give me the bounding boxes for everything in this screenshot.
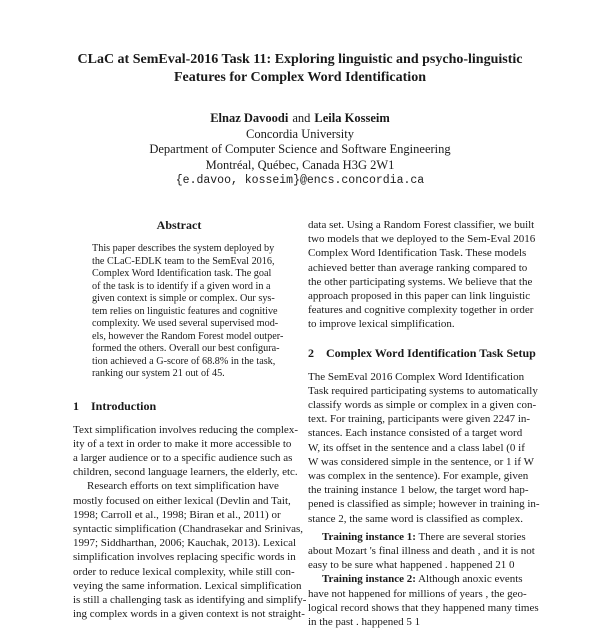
body-line: logical record shows that they happened many times bbox=[308, 601, 539, 614]
body-line: 1997; Siddharthan, 2006; Kauchak, 2013). Lexical bbox=[73, 537, 297, 550]
affiliation-department: Department of Computer Science and Software Engineering bbox=[149, 142, 451, 156]
training-instance-2 bbox=[308, 572, 526, 586]
body-line: Complex Word Identification Task. These models bbox=[308, 247, 527, 260]
right-column-intro bbox=[308, 218, 536, 332]
abstract-line: given context is simple or complex. Our sys- bbox=[92, 293, 275, 304]
body-line: approach proposed in this paper can link linguistic bbox=[308, 290, 531, 303]
abstract-line: formed the others. Overall our best configura- bbox=[92, 343, 280, 354]
body-line: syntactic simplification (Chandrasekar and Srinivas, bbox=[73, 522, 304, 535]
body-line: classify words as simple or complex in a given con- bbox=[308, 399, 537, 412]
body-line: Task required participating systems to automatically bbox=[308, 384, 538, 397]
training-instance-1 bbox=[308, 530, 526, 544]
body-line: ing complex words in a given context is not straight- bbox=[73, 608, 305, 621]
body-line: W was considered simple in the sentence, or 1 if W bbox=[308, 455, 534, 468]
section-title: Introduction bbox=[91, 398, 157, 413]
body-line: W, its offset in the sentence and a class label (0 if bbox=[308, 441, 525, 454]
author-name-1: Elnaz Davoodi bbox=[210, 111, 289, 125]
body-line: order to reduce lexical complexity, while still con- bbox=[73, 565, 295, 578]
body-line: achieved better than average ranking compared to bbox=[308, 261, 528, 274]
section-2-heading bbox=[308, 345, 536, 361]
abstract-line: the CLaC-EDLK team to the SemEval 2016, bbox=[92, 255, 275, 267]
body-line: stance 2, the same word is classified as complex. bbox=[308, 512, 524, 525]
right-column bbox=[308, 218, 540, 629]
section-1-text bbox=[73, 423, 307, 622]
body-line: have not happened for millions of years , the geo- bbox=[308, 587, 527, 600]
title-line-2: Features for Complex Word Identification bbox=[174, 70, 426, 85]
author-name-2: Leila Kosseim bbox=[314, 111, 390, 125]
abstract-line: tion achieved a G-score of 68.8% in the task, bbox=[92, 355, 276, 367]
section-1-heading bbox=[73, 399, 285, 414]
body-line: mostly focused on either lexical (Devlin and Tait, bbox=[73, 494, 291, 507]
left-column bbox=[73, 218, 307, 621]
paper-title bbox=[40, 51, 560, 87]
body-line: a larger audience or to a specific audience such as bbox=[73, 451, 293, 464]
body-line: in the past . happened 5 1 bbox=[308, 616, 421, 629]
author-email: {e.davoo, kosseim}@encs.concordia.ca bbox=[175, 174, 425, 187]
instance-text: Although anoxic events bbox=[418, 573, 523, 586]
abstract-line: Complex Word Identification task. The goal bbox=[92, 268, 272, 279]
section-number: 2 bbox=[308, 345, 314, 360]
body-line: 1998; Carroll et al., 1998; Biran et al., 2011) or bbox=[73, 508, 281, 521]
body-line: to improve lexical simplification. bbox=[308, 318, 455, 331]
abstract-line: ranking our system 21 out of 45. bbox=[92, 368, 225, 379]
author-block bbox=[40, 111, 560, 189]
author-conjunction: and bbox=[292, 111, 311, 125]
affiliation-address: Montréal, Québec, Canada H3G 2W1 bbox=[205, 157, 395, 172]
body-line: The SemEval 2016 Complex Word Identification bbox=[308, 370, 525, 383]
body-line: Research efforts on text simplification have bbox=[87, 480, 279, 493]
author-names bbox=[40, 111, 560, 127]
body-line: simplification involves replacing specific words in bbox=[73, 551, 296, 564]
body-line: pened is classified as simple; however in training in- bbox=[308, 498, 540, 511]
body-line: the other participating systems. We believe that the bbox=[308, 275, 533, 288]
body-line: features and cognitive complexity together in order bbox=[308, 304, 534, 317]
title-line-1: CLaC at SemEval-2016 Task 11: Exploring linguistic and psycho-linguistic bbox=[77, 52, 523, 67]
abstract-text bbox=[92, 243, 284, 381]
abstract-line: els, however the Random Forest model outper- bbox=[92, 330, 284, 342]
instance-text: There are several stories bbox=[418, 530, 526, 543]
body-line: was complex in the sentence). For example, given bbox=[308, 470, 529, 483]
body-line: is still a challenging task as identifying and simplify- bbox=[73, 593, 307, 606]
abstract-line: complexity. We used several supervised mod- bbox=[92, 318, 279, 329]
body-line: the training instance 1 below, the target word hap- bbox=[308, 484, 529, 497]
body-line: veying the same information. Lexical simplification bbox=[73, 579, 302, 592]
body-line: ity of a text in order to make it more accessible to bbox=[73, 437, 292, 450]
section-2-text bbox=[308, 370, 540, 629]
body-line: about Mozart 's final illness and death , and it is not bbox=[308, 545, 535, 558]
abstract-line: tem relies on linguistic features and cognitive bbox=[92, 305, 278, 317]
body-line: easy to be sure what happened . happened 21 0 bbox=[308, 559, 515, 572]
affiliation-university: Concordia University bbox=[246, 126, 354, 141]
section-title: Complex Word Identification Task Setup bbox=[326, 345, 536, 360]
body-line: text. For training, participants were given 2247 in- bbox=[308, 413, 531, 426]
body-line: stances. Each instance consisted of a target word bbox=[308, 427, 523, 440]
instance-label: Training instance 1: bbox=[322, 530, 416, 543]
body-line: two models that we deployed to the Sem-Eval 2016 bbox=[308, 233, 536, 246]
body-line: data set. Using a Random Forest classifier, we built bbox=[308, 219, 535, 231]
abstract-heading: Abstract bbox=[156, 218, 202, 232]
body-line: children, second language learners, the elderly, etc. bbox=[73, 466, 298, 479]
section-number: 1 bbox=[73, 398, 79, 413]
body-line: Text simplification involves reducing the complex- bbox=[73, 423, 298, 436]
abstract-line: This paper describes the system deployed by bbox=[92, 243, 275, 254]
instance-label: Training instance 2: bbox=[322, 573, 416, 586]
abstract-line: of the task is to identify if a given word in a bbox=[92, 280, 271, 292]
